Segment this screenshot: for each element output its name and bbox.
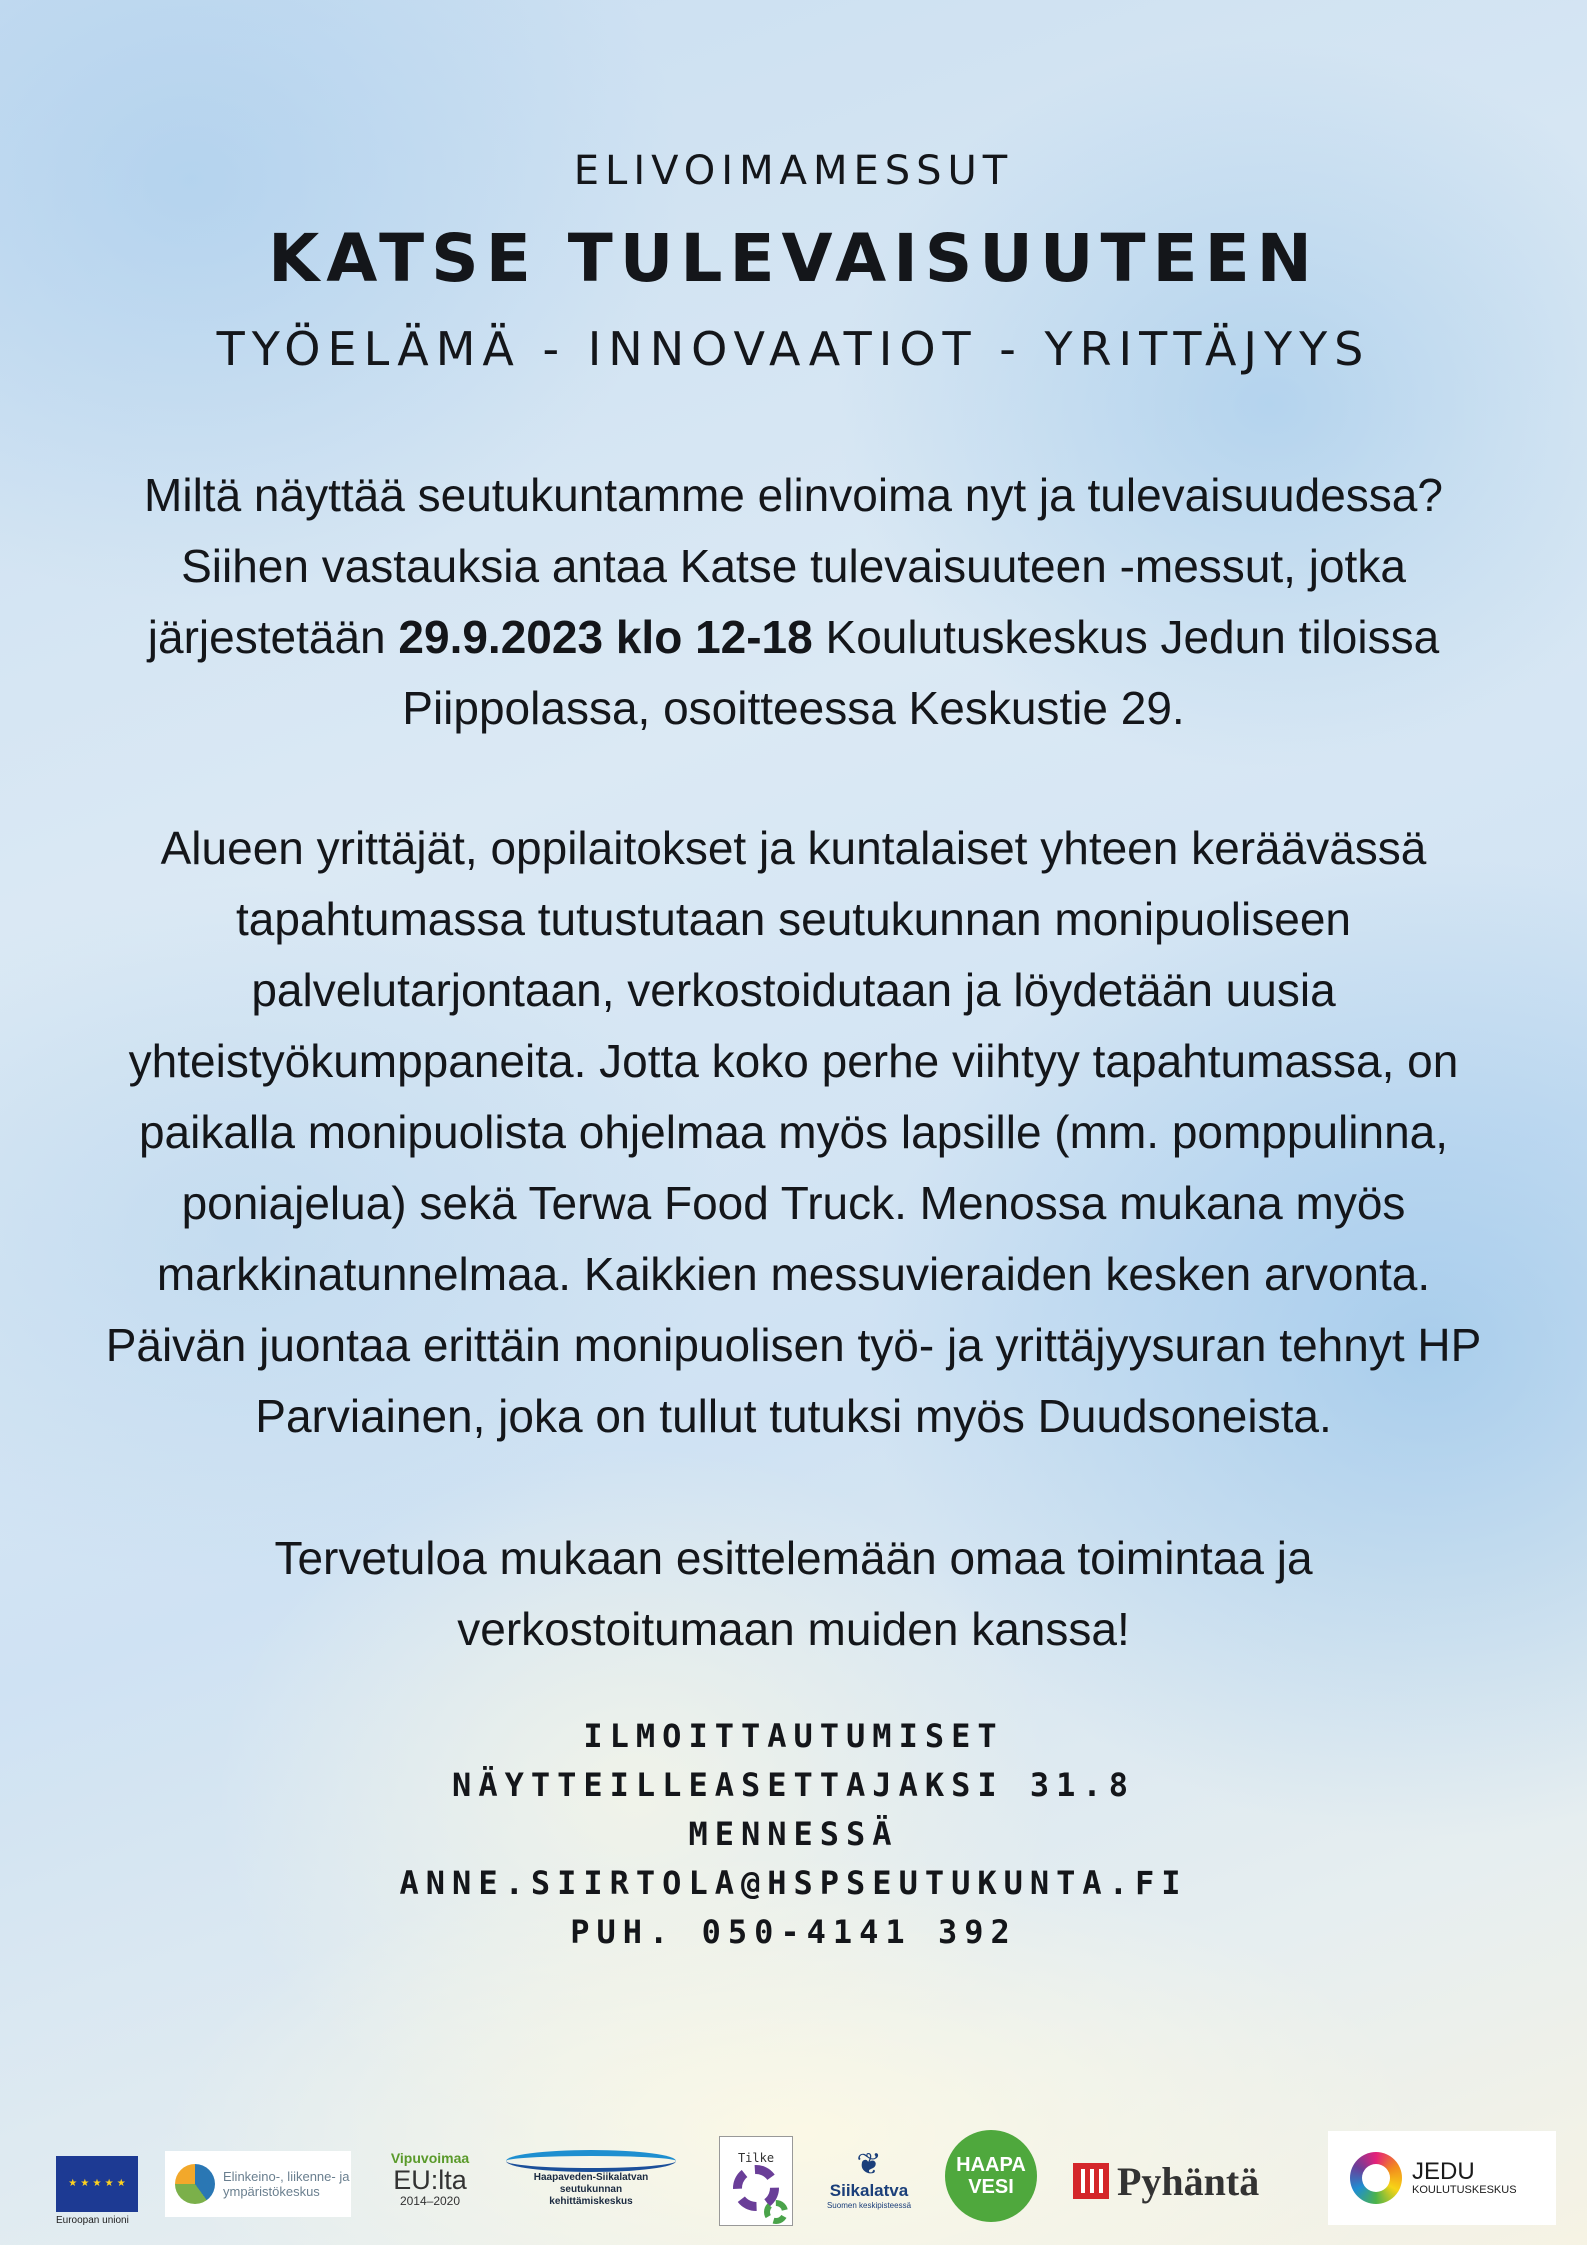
body-line: Parviainen, joka on tullut tutuksi myös Duudsoneista. [255, 1390, 1332, 1442]
ely-text: ympäristökeskus [223, 2184, 320, 2199]
eu-logo [56, 2152, 138, 2230]
contact-line: NÄYTTEILLEASETTAJAKSI 31.8 [452, 1766, 1135, 1804]
vip-text: EU:lta [393, 2165, 467, 2195]
siikalatva-name: Siikalatva [829, 2180, 909, 2200]
intro-line: Piippolassa, osoitteessa Keskustie 29. [402, 682, 1185, 734]
contact-line: MENNESSÄ [688, 1815, 899, 1853]
hsk-logo [493, 2140, 689, 2218]
tilke-text: Tilke [737, 2151, 775, 2165]
vipuvoimaa-logo [386, 2140, 474, 2218]
body-line: Alueen yrittäjät, oppilaitokset ja kuntalaiset yhteen keräävässä [160, 822, 1427, 874]
body-line: palvelutarjontaan, verkostoidutaan ja löydetään uusia [251, 964, 1336, 1016]
eu-caption: Euroopan unioni [56, 2215, 129, 2226]
intro-text: järjestetään [147, 611, 399, 663]
jedu-ring-icon [1350, 2152, 1402, 2204]
body-line: paikalla monipuolista ohjelmaa myös lapsille (mm. pomppulinna, [138, 1106, 1449, 1158]
tilke-logo [719, 2136, 793, 2226]
haapavesi-logo [945, 2130, 1037, 2222]
body-line: yhteistyökumppaneita. Jotta koko perhe viihtyy tapahtumassa, on [128, 1035, 1459, 1087]
registration-info [0, 1712, 1587, 1957]
siikalatva-logo [826, 2140, 912, 2218]
jedu-sub: KOULUTUSKESKUS [1412, 2184, 1517, 2196]
haapavesi-text: VESI [968, 2176, 1014, 2198]
contact-line: ILMOITTAUTUMISET [583, 1717, 1004, 1755]
body-paragraph [0, 813, 1587, 1452]
ely-text: Elinkeino-, liikenne- ja [223, 2169, 350, 2184]
event-kicker: ELIVOIMAMESSUT [573, 148, 1014, 194]
intro-paragraph [0, 460, 1587, 744]
eu-flag-icon: ★ ★ ★ ★ ★ [56, 2156, 138, 2212]
intro-line: Miltä näyttää seutukuntamme elinvoima nyt ja tulevaisuudessa? [144, 469, 1443, 521]
hsk-text: Haapaveden-Siikalatvan [533, 2172, 649, 2183]
body-line: tapahtumassa tutustutaan seutukunnan monipuoliseen [235, 893, 1351, 945]
vip-text: Vipuvoimaa [390, 2150, 470, 2166]
welcome-paragraph [0, 1523, 1587, 1665]
pyhanta-name: Pyhäntä [1117, 2158, 1260, 2204]
hsk-text: kehittämiskeskus [549, 2196, 633, 2207]
welcome-line: verkostoitumaan muiden kanssa! [457, 1603, 1130, 1655]
body-line: poniajelua) sekä Terwa Food Truck. Menossa mukana myös [181, 1177, 1406, 1229]
event-date-time: 29.9.2023 klo 12-18 [398, 611, 813, 663]
vip-text: 2014–2020 [399, 2194, 461, 2208]
jedu-logo [1328, 2131, 1556, 2225]
ely-logo [165, 2151, 351, 2217]
intro-line: Siihen vastauksia antaa Katse tulevaisuuteen -messut, jotka [181, 540, 1406, 592]
body-line: Päivän juontaa erittäin monipuolisen työ- ja yrittäjyysuran tehnyt HP [105, 1319, 1482, 1371]
contact-phone: PUH. 050-4141 392 [570, 1913, 1017, 1951]
contact-email: ANNE.SIIRTOLA@HSPSEUTUKUNTA.FI [399, 1864, 1188, 1902]
intro-line [0, 602, 1587, 673]
ely-mark-icon [175, 2164, 215, 2204]
intro-text: Koulutuskeskus Jedun tiloissa [812, 611, 1440, 663]
jedu-name: JEDU [1412, 2158, 1475, 2185]
event-title: KATSE TULEVAISUUTEEN [268, 220, 1319, 297]
gear-icon [733, 2165, 779, 2211]
siikalatva-sub: Suomen keskipisteessä [826, 2200, 912, 2210]
hsk-text: seutukunnan [559, 2184, 623, 2195]
pyhanta-logo [1073, 2142, 1293, 2220]
event-tagline: TYÖELÄMÄ - INNOVAATIOT - YRITTÄJYYS [216, 322, 1371, 376]
welcome-line: Tervetuloa mukaan esittelemään omaa toimintaa ja [274, 1532, 1313, 1584]
paw-icon: ❦ [856, 2147, 882, 2181]
pyhanta-mark-icon [1073, 2163, 1109, 2199]
swoosh-icon [506, 2150, 676, 2172]
body-line: markkinatunnelmaa. Kaikkien messuvieraiden kesken arvonta. [156, 1248, 1431, 1300]
haapavesi-text: HAAPA [956, 2154, 1026, 2176]
